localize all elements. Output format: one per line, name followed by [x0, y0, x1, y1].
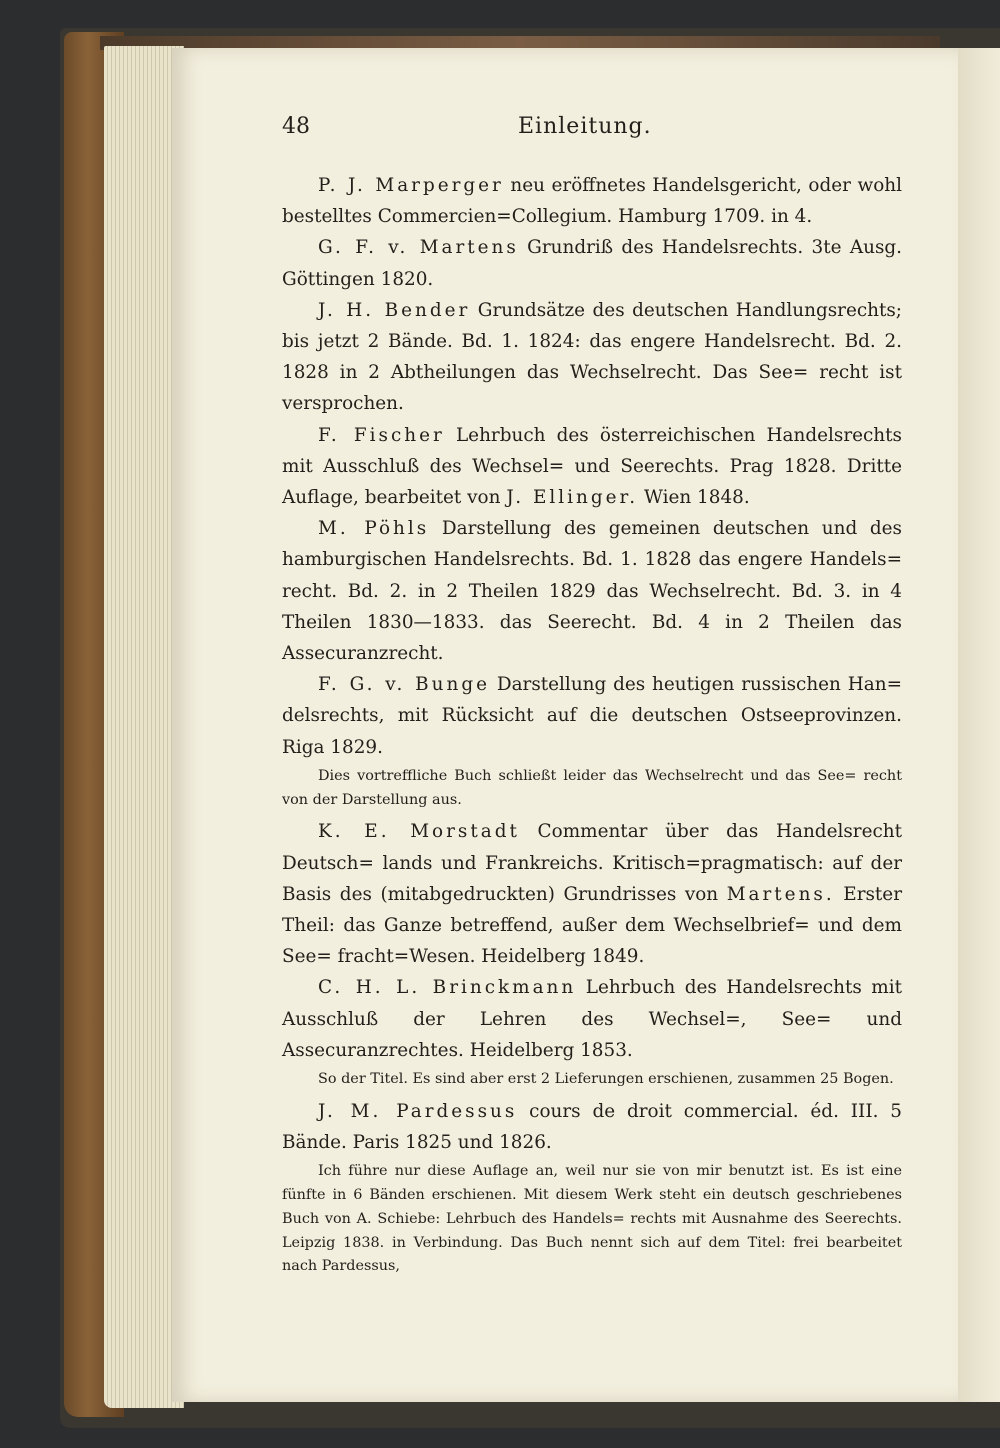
entry-author-secondary: Martens. — [726, 883, 835, 905]
bibliography-entry — [282, 170, 902, 232]
book-page — [172, 48, 958, 1402]
entry-author-secondary: J. Ellinger. — [506, 487, 639, 509]
entry-author: G. F. v. Martens — [318, 237, 519, 259]
bibliography-entry — [282, 1096, 902, 1158]
entry-text: Darstellung des gemeinen deutschen und des hamburgischen Handelsrechts. Bd. 1. 1828 das engere Handels= recht. Bd. 2. in 2 Theilen 1829 das Wechselrecht. Bd. 3. in 4 Theilen 1830—1833. das Seerecht. Bd. 4 in 2 Theilen das Assecuranzrecht. — [282, 518, 902, 665]
bibliography-entry — [282, 816, 902, 972]
entry-author: C. H. L. Brinckmann — [318, 977, 577, 999]
entry-author: M. Pöhls — [318, 518, 430, 540]
entry-text: Grundsätze des deutschen Handlungsrechts; bis jetzt 2 Bände. Bd. 1. 1824: das engere Handelsrecht. Bd. 2. 1828 in 2 Abtheilungen das Wechselrecht. Das See= recht ist versprochen. — [282, 299, 902, 415]
entry-text: cours de droit commercial. éd. III. 5 Bände. Paris 1825 und 1826. — [282, 1100, 902, 1154]
entry-text: neu eröffnetes Handelsgericht, oder wohl bestelltes Commercien=Collegium. Hamburg 1709. in 4. — [282, 175, 902, 228]
entry-text-continued: Erster Theil: das Ganze betreffend, außer dem Wechselbrief= und dem See= fracht=Wesen. Heidelberg 1849. — [282, 883, 902, 968]
page-header — [282, 114, 902, 150]
bibliography-entry — [282, 972, 902, 1066]
entry-note: Ich führe nur diese Auflage an, weil nur sie von mir benutzt ist. Es ist eine fünfte in 6 Bänden erschienen. Mit diesem Werk steht ein deutsch geschriebenes Buch von A. Schiebe: Lehrbuch des Handels= rechts mit Ausnahme des Seerechts. Leipzig 1838. in Verbindung. Das Buch nennt sich auf dem Titel: frei bearbeitet nach Pardessus, — [282, 1163, 902, 1275]
bibliography-entry — [282, 420, 902, 514]
entry-text: Grundriß des Handelsrechts. 3te Ausg. Göttingen 1820. — [282, 237, 902, 290]
entry-text-continued: Wien 1848. — [638, 487, 750, 509]
bibliography-list — [282, 170, 902, 1279]
facing-page-edge — [958, 48, 1000, 1402]
entry-author: F. Fischer — [318, 424, 445, 446]
bibliography-entry — [282, 513, 902, 669]
page-number: 48 — [282, 114, 310, 139]
entry-text: Lehrbuch des Handelsrechts mit Ausschluß der Lehren des Wechsel=, See= und Assecuranzrechtes. Heidelberg 1853. — [282, 977, 903, 1061]
bibliography-entry — [282, 669, 902, 763]
entry-text: Lehrbuch des österreichischen Handelsrechts mit Ausschluß des Wechsel= und Seerechts. Prag 1828. Dritte Auflage, bearbeitet von — [282, 424, 902, 509]
entry-author: F. G. v. Bunge — [318, 674, 491, 696]
entry-author: P. J. Marperger — [318, 175, 504, 196]
entry-note: Dies vortreffliche Buch schließt leider das Wechselrecht und das See= recht von der Darstellung aus. — [282, 767, 902, 808]
bibliography-entry — [282, 232, 902, 294]
entry-author: K. E. Morstadt — [318, 821, 520, 843]
running-head: Einleitung. — [518, 114, 652, 139]
entry-author: J. H. Bender — [318, 299, 471, 321]
page-content — [282, 114, 902, 1283]
entry-text: Darstellung des heutigen russischen Han= delsrechts, mit Rücksicht auf die deutschen Ostseeprovinzen. Riga 1829. — [282, 674, 902, 758]
bibliography-entry — [282, 295, 902, 420]
entry-note: So der Titel. Es sind aber erst 2 Lieferungen erschienen, zusammen 25 Bogen. — [318, 1071, 894, 1088]
entry-text: Commentar über das Handelsrecht Deutsch= lands und Frankreichs. Kritisch=pragmatisch: auf der Basis des (mitabgedruckten) Grundrisses von — [282, 821, 902, 905]
entry-author: J. M. Pardessus — [318, 1100, 518, 1122]
